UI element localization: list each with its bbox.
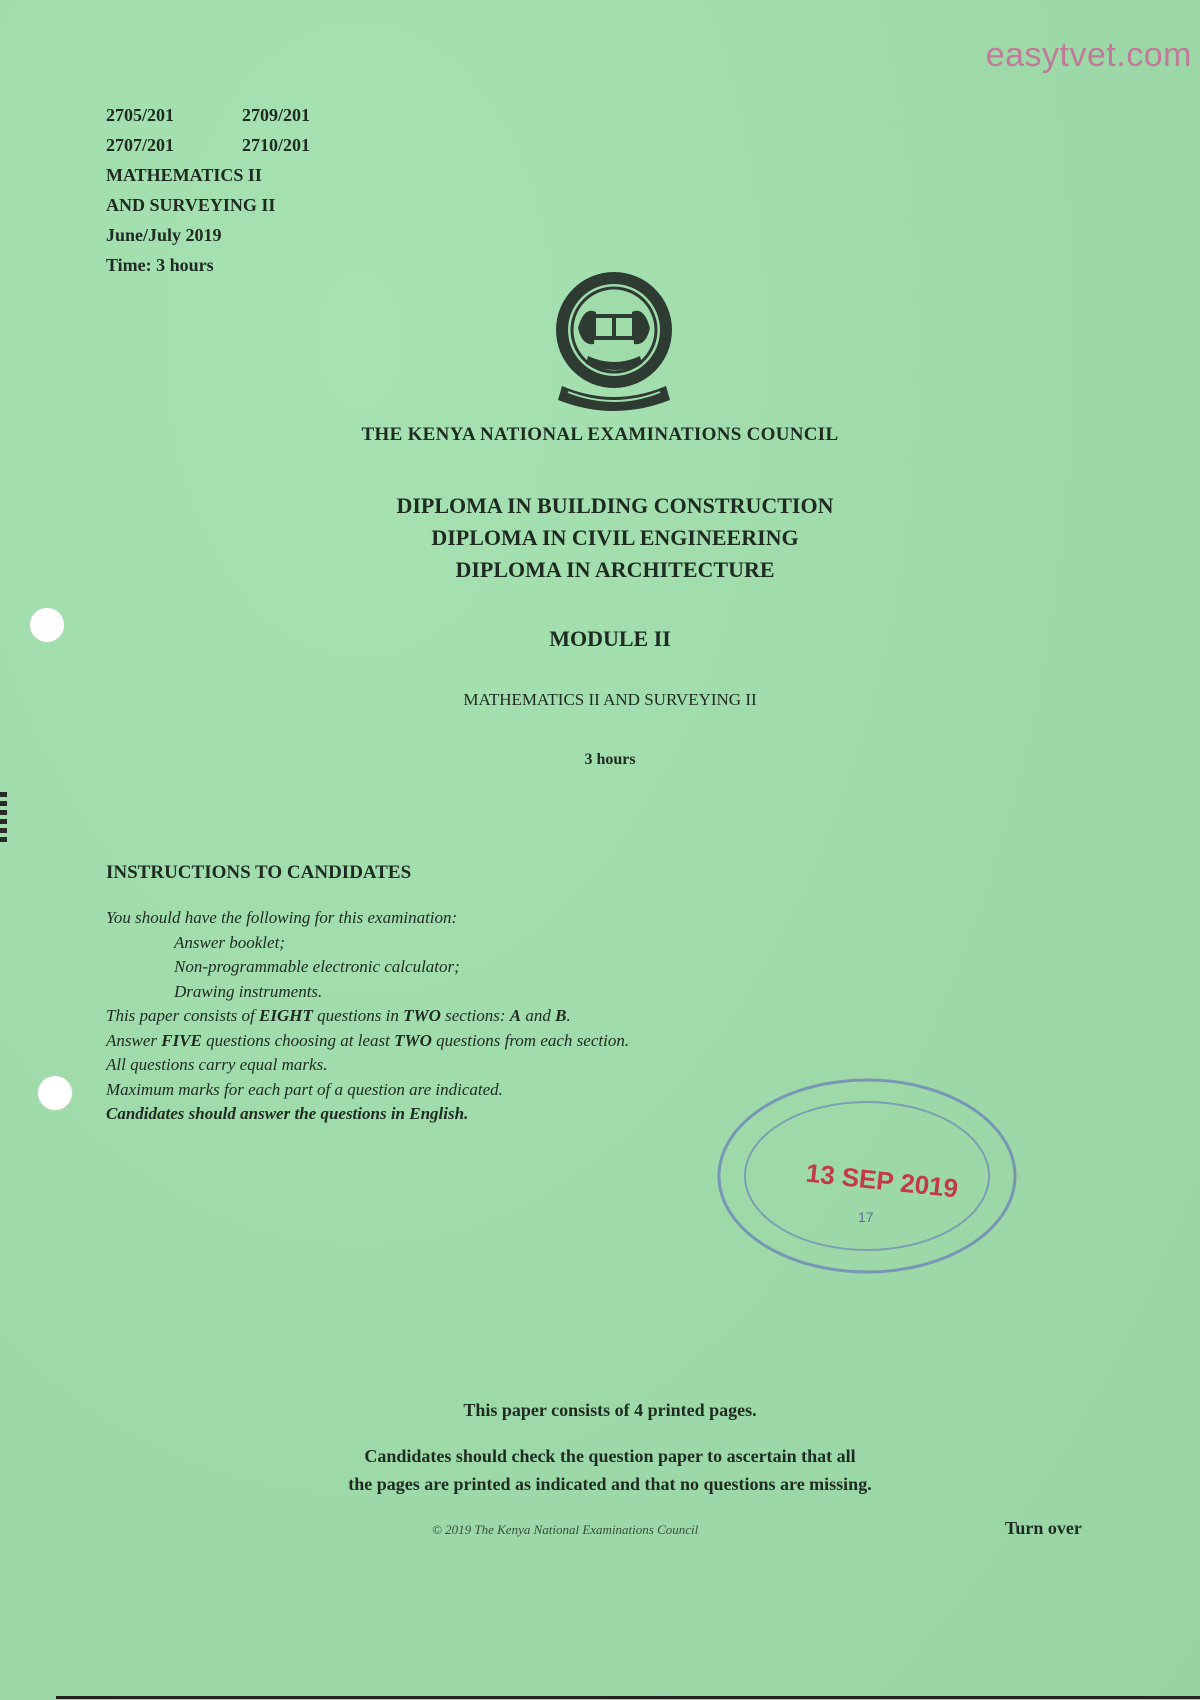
bottom-edge-line — [56, 1696, 1200, 1699]
instructions-body — [106, 906, 629, 1127]
required-item: Drawing instruments. — [174, 981, 323, 1001]
instructions-intro: You should have the following for this examination: — [106, 908, 458, 927]
turn-over-label: Turn over — [1005, 1518, 1082, 1538]
exam-session: June/July 2019 — [106, 225, 222, 245]
copyright-notice: © 2019 The Kenya National Examinations Council — [432, 1522, 699, 1537]
header-subject-line: AND SURVEYING II — [106, 195, 276, 215]
instruction-line: Maximum marks for each part of a question are indicated. — [106, 1079, 503, 1099]
header-subject-line: MATHEMATICS II — [106, 165, 262, 185]
instruction-line: Answer FIVE questions choosing at least TWO questions from each section. — [106, 1030, 630, 1050]
subject-title: MATHEMATICS II AND SURVEYING II — [463, 690, 757, 709]
module-title: MODULE II — [549, 626, 671, 651]
diploma-list — [0, 490, 1200, 586]
instruction-line: All questions carry equal marks. — [106, 1055, 328, 1074]
paper-codes-row — [106, 130, 378, 160]
required-item: Answer booklet; — [174, 932, 285, 952]
paper-codes-row — [106, 100, 378, 130]
received-date-stamp — [712, 1072, 1022, 1280]
check-pages-note: Candidates should check the question paper to ascertain that all the pages are printed as indicated and that no questions are missing. — [348, 1446, 872, 1494]
instruction-line: This paper consists of EIGHT questions in TWO sections: A and B. — [106, 1006, 571, 1025]
edge-barcode-mark — [0, 792, 7, 854]
watermark: easytvet.com — [985, 36, 1192, 74]
paper-code: 2705/201 — [106, 105, 175, 125]
paper-code: 2709/201 — [242, 105, 311, 125]
paper-code: 2710/201 — [242, 135, 311, 155]
instructions-heading: INSTRUCTIONS TO CANDIDATES — [106, 862, 412, 883]
knec-crest-logo — [548, 268, 680, 426]
diploma-title: DIPLOMA IN CIVIL ENGINEERING — [431, 525, 799, 550]
punch-hole — [30, 608, 64, 642]
diploma-title: DIPLOMA IN ARCHITECTURE — [455, 557, 775, 582]
paper-code: 2707/201 — [106, 135, 175, 155]
punch-hole — [38, 1076, 72, 1110]
exam-time: Time: 3 hours — [106, 255, 214, 275]
stamp-number: 17 — [858, 1209, 874, 1225]
stamp-date: 13 SEP 2019 — [804, 1157, 960, 1204]
printed-pages-note: This paper consists of 4 printed pages. — [463, 1400, 757, 1420]
diploma-title: DIPLOMA IN BUILDING CONSTRUCTION — [396, 493, 834, 518]
paper-header — [106, 100, 378, 280]
instruction-line: Candidates should answer the questions in English. — [106, 1104, 469, 1123]
exam-duration: 3 hours — [584, 751, 636, 768]
required-item: Non-programmable electronic calculator; — [174, 957, 460, 976]
council-name: THE KENYA NATIONAL EXAMINATIONS COUNCIL — [361, 424, 839, 445]
